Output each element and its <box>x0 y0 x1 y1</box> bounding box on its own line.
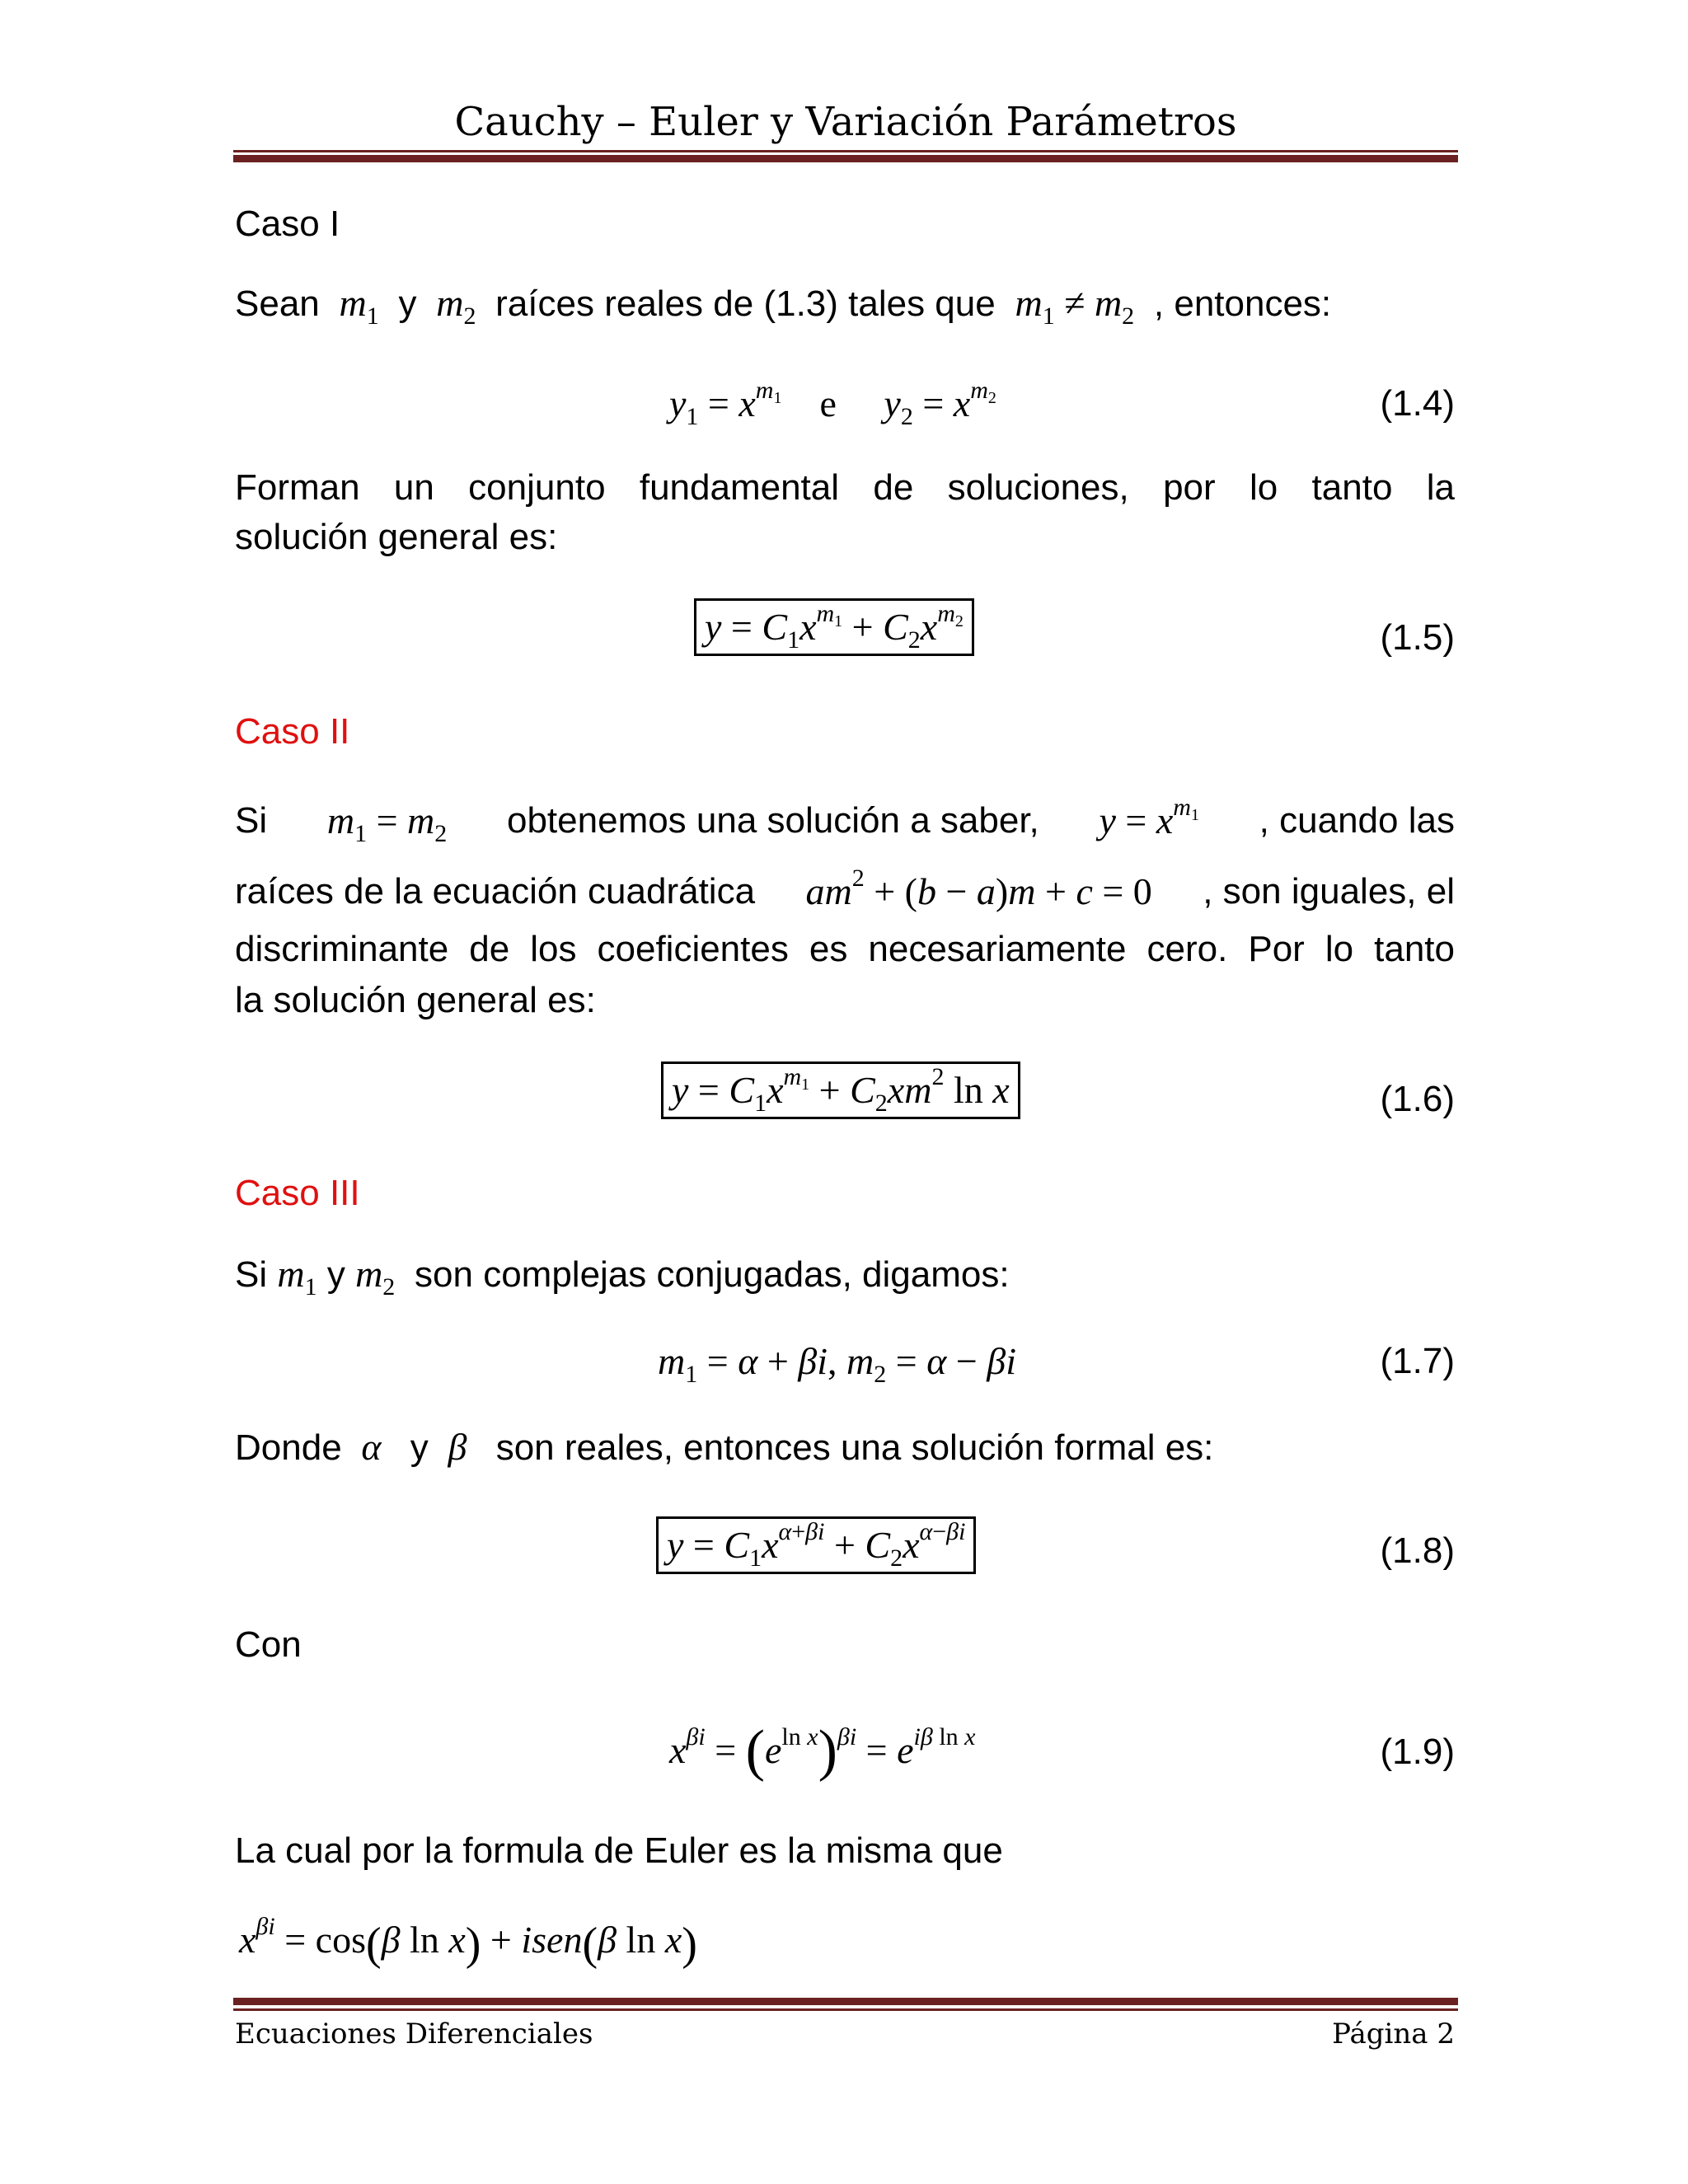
math-quadratic: $am^2 + (b - a)m + c = 0$ <box>805 865 1152 912</box>
text-cuando-las: , cuando las <box>1259 800 1455 841</box>
text-obtenemos: obtenemos una solución a saber, <box>506 800 1039 841</box>
equation-euler-expansion: $x^{\beta i} = \cos(\beta$ ln x) + isen(β ln x) <box>239 1913 697 1970</box>
footer-rule-thin <box>233 2008 1458 2011</box>
math-beta: β <box>448 1426 467 1468</box>
text-euler-formula: La cual por la formula de Euler es la misma que <box>235 1830 1003 1871</box>
math-alpha: α <box>361 1426 382 1468</box>
text-raices-ecuacion: raíces de la ecuación cuadrática <box>235 871 756 912</box>
paragraph-forman-line-2: solución general es: <box>235 517 558 557</box>
text-y-donde: y <box>410 1427 429 1468</box>
text-si-3: Si <box>235 1254 268 1295</box>
caso-1-heading: Caso I <box>235 204 340 244</box>
math-y-eq-x-m1: $y = x^{m_1}$ <box>1099 794 1199 841</box>
eq-1-4-conjunction: e <box>819 382 837 424</box>
math-m1: $m_1$ <box>339 282 379 330</box>
math-m2-c3: $m_2$ <box>355 1253 396 1301</box>
text-son-iguales: , son iguales, el <box>1203 871 1455 912</box>
caso-1-statement <box>235 280 1332 330</box>
text-entonces: , entonces: <box>1153 284 1332 324</box>
header-rule-thin <box>233 150 1458 152</box>
equation-1-4: $y_1 = x^{m_1}$ e $y_2 = x^{m_2}$ <box>669 377 996 430</box>
caso-2-heading: Caso II <box>235 711 350 752</box>
equation-number-1-8: (1.8) <box>1380 1530 1455 1571</box>
text-sean: Sean <box>235 284 320 324</box>
equation-number-1-5: (1.5) <box>1380 617 1455 658</box>
text-son-reales: son reales, entonces una solución formal es: <box>495 1427 1214 1468</box>
equation-1-5-boxed: $y = C_1x^{m_1} + C_2x^{m_2}$ <box>694 598 974 656</box>
paragraph-forman-line-1: Forman un conjunto fundamental de soluciones, por lo tanto la <box>235 467 1455 508</box>
text-y-3: y <box>326 1254 345 1295</box>
equation-1-7: $m_1 = \alpha + \beta i$, $m_2 = \alpha - \beta i$ <box>658 1340 1016 1388</box>
text-y: y <box>398 284 417 324</box>
equation-number-1-7: (1.7) <box>1380 1341 1455 1381</box>
equation-1-9: $x^{\beta i} = (e^{ln x})^{\beta i} = e^{i\beta ln x}$ <box>669 1719 976 1783</box>
donde-statement <box>235 1424 1213 1471</box>
text-donde: Donde <box>235 1427 342 1468</box>
equation-1-8-boxed: $y = C_1x^{\alpha+\beta i} + C_2x^{\alpha-\beta i}$ <box>656 1516 976 1574</box>
text-raices: raíces reales de (1.3) tales que <box>495 284 996 324</box>
caso-3-statement <box>235 1251 1010 1301</box>
footer-rule-thick <box>233 1998 1458 2005</box>
equation-number-1-4: (1.4) <box>1380 383 1455 424</box>
footer-left-text: Ecuaciones Diferenciales <box>235 2018 593 2050</box>
equation-number-1-9: (1.9) <box>1380 1732 1455 1772</box>
math-m1-c3: $m_1$ <box>277 1253 317 1301</box>
text-complejas: son complejas conjugadas, digamos: <box>415 1254 1010 1295</box>
caso-2-line-1 <box>235 794 1455 847</box>
footer-page-number: Página 2 <box>1332 2018 1455 2050</box>
header-rule-thick <box>233 155 1458 162</box>
page-header-title: Cauchy – Euler y Variación Parámetros <box>454 99 1237 145</box>
caso-2-line-3: discriminante de los coeficientes es necesariamente cero. Por lo tanto <box>235 929 1455 969</box>
caso-3-heading: Caso III <box>235 1173 360 1213</box>
caso-2-line-4: la solución general es: <box>235 980 596 1020</box>
caso-2-line-2 <box>235 865 1455 915</box>
text-si: Si <box>235 800 268 841</box>
math-m1-neq-m2: $m_1 \ne m_2$ <box>1015 282 1135 330</box>
text-con: Con <box>235 1624 302 1665</box>
equation-1-6-boxed: $y = C_1x^{m_1} + C_2xm^2$ ln x <box>661 1062 1020 1119</box>
math-m1-eq-m2: $m_1 = m_2$ <box>326 799 448 847</box>
equation-number-1-6: (1.6) <box>1380 1079 1455 1119</box>
math-m2: $m_2$ <box>436 282 476 330</box>
